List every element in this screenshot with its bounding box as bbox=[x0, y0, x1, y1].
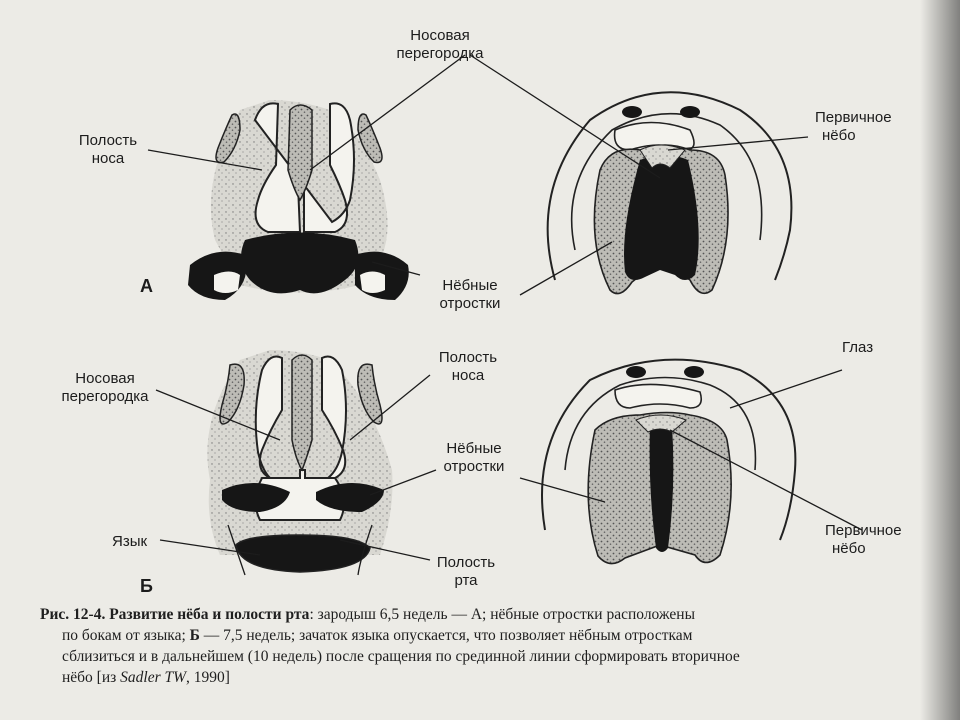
caption-line-3: сблизиться и в дальнейшем (10 недель) после сращения по срединной линии сформировать вторичное bbox=[62, 648, 740, 665]
caption-text-2c: — 7,5 недель; зачаток языка опускается, что позволяет нёбным отросткам bbox=[199, 627, 693, 644]
panel-letter-b: Б bbox=[140, 576, 153, 596]
label-primary-palate-b-2: нёбо bbox=[832, 540, 866, 557]
svg-text:Нёбныеотростки bbox=[444, 440, 505, 475]
label-nasal-cavity-b-2: носа bbox=[451, 367, 485, 384]
caption-text-1: : зародыш 6,5 недель — А; нёбные отростки расположены bbox=[309, 606, 696, 623]
svg-text:Полостьноса bbox=[79, 132, 137, 167]
caption-line-1 bbox=[40, 604, 940, 625]
caption-prefix: Рис. 12-4. bbox=[40, 606, 106, 623]
caption-letter-b: Б bbox=[189, 627, 200, 644]
label-oral-cavity-1: Полость bbox=[436, 554, 496, 571]
svg-text:Полостьноса bbox=[439, 349, 497, 384]
caption-text-2a: по бокам от языка; bbox=[62, 627, 190, 644]
label-nasal-cavity-b-1: Полость bbox=[438, 349, 498, 366]
svg-text:Нёбныеотростки bbox=[440, 277, 501, 312]
label-primary-palate-a-2: нёбо bbox=[822, 127, 856, 144]
caption-line-2 bbox=[40, 625, 940, 646]
palate-view-a bbox=[548, 92, 792, 293]
svg-text:Носоваяперегородка bbox=[397, 27, 485, 62]
page-edge-shadow bbox=[920, 0, 960, 720]
palate-view-b bbox=[542, 360, 795, 564]
svg-text:Носоваяперегородка bbox=[62, 370, 150, 405]
label-palatal-processes-a-1: Нёбные bbox=[442, 277, 498, 294]
label-nasal-septum-b-2: перегородка bbox=[61, 388, 149, 405]
caption-line-4 bbox=[40, 667, 940, 688]
diagram-labels bbox=[62, 27, 902, 596]
caption-text-4b: , 1990] bbox=[186, 669, 230, 686]
coronal-section-a bbox=[188, 100, 409, 300]
label-primary-palate-b-1: Первичное bbox=[825, 522, 902, 539]
figure-caption bbox=[40, 604, 940, 688]
caption-author: Sadler TW bbox=[120, 669, 187, 686]
label-nasal-cavity-a-2: носа bbox=[91, 150, 125, 167]
caption-text-4a: нёбо [из bbox=[62, 669, 121, 686]
label-nasal-septum-a-1: Носовая bbox=[410, 27, 470, 44]
coronal-section-b bbox=[207, 350, 392, 575]
panel-letter-a: А bbox=[140, 276, 153, 296]
label-eye: Глаз bbox=[842, 339, 874, 356]
caption-title: Развитие нёба и полости рта bbox=[109, 606, 310, 623]
label-primary-palate-a-1: Первичное bbox=[815, 109, 892, 126]
svg-text:Первичноенёбо bbox=[825, 522, 902, 557]
svg-text:Первичноенёбо bbox=[815, 109, 892, 144]
label-palatal-processes-b-1: Нёбные bbox=[446, 440, 502, 457]
label-palatal-processes-b-2: отростки bbox=[443, 458, 505, 475]
svg-text:Полостьрта bbox=[437, 554, 495, 589]
label-nasal-septum-a-2: перегородка bbox=[396, 45, 484, 62]
label-nasal-cavity-a-1: Полость bbox=[78, 132, 138, 149]
label-oral-cavity-2: рта bbox=[454, 572, 478, 589]
label-tongue: Язык bbox=[112, 533, 148, 550]
label-palatal-processes-a-2: отростки bbox=[439, 295, 501, 312]
label-nasal-septum-b-1: Носовая bbox=[75, 370, 135, 387]
